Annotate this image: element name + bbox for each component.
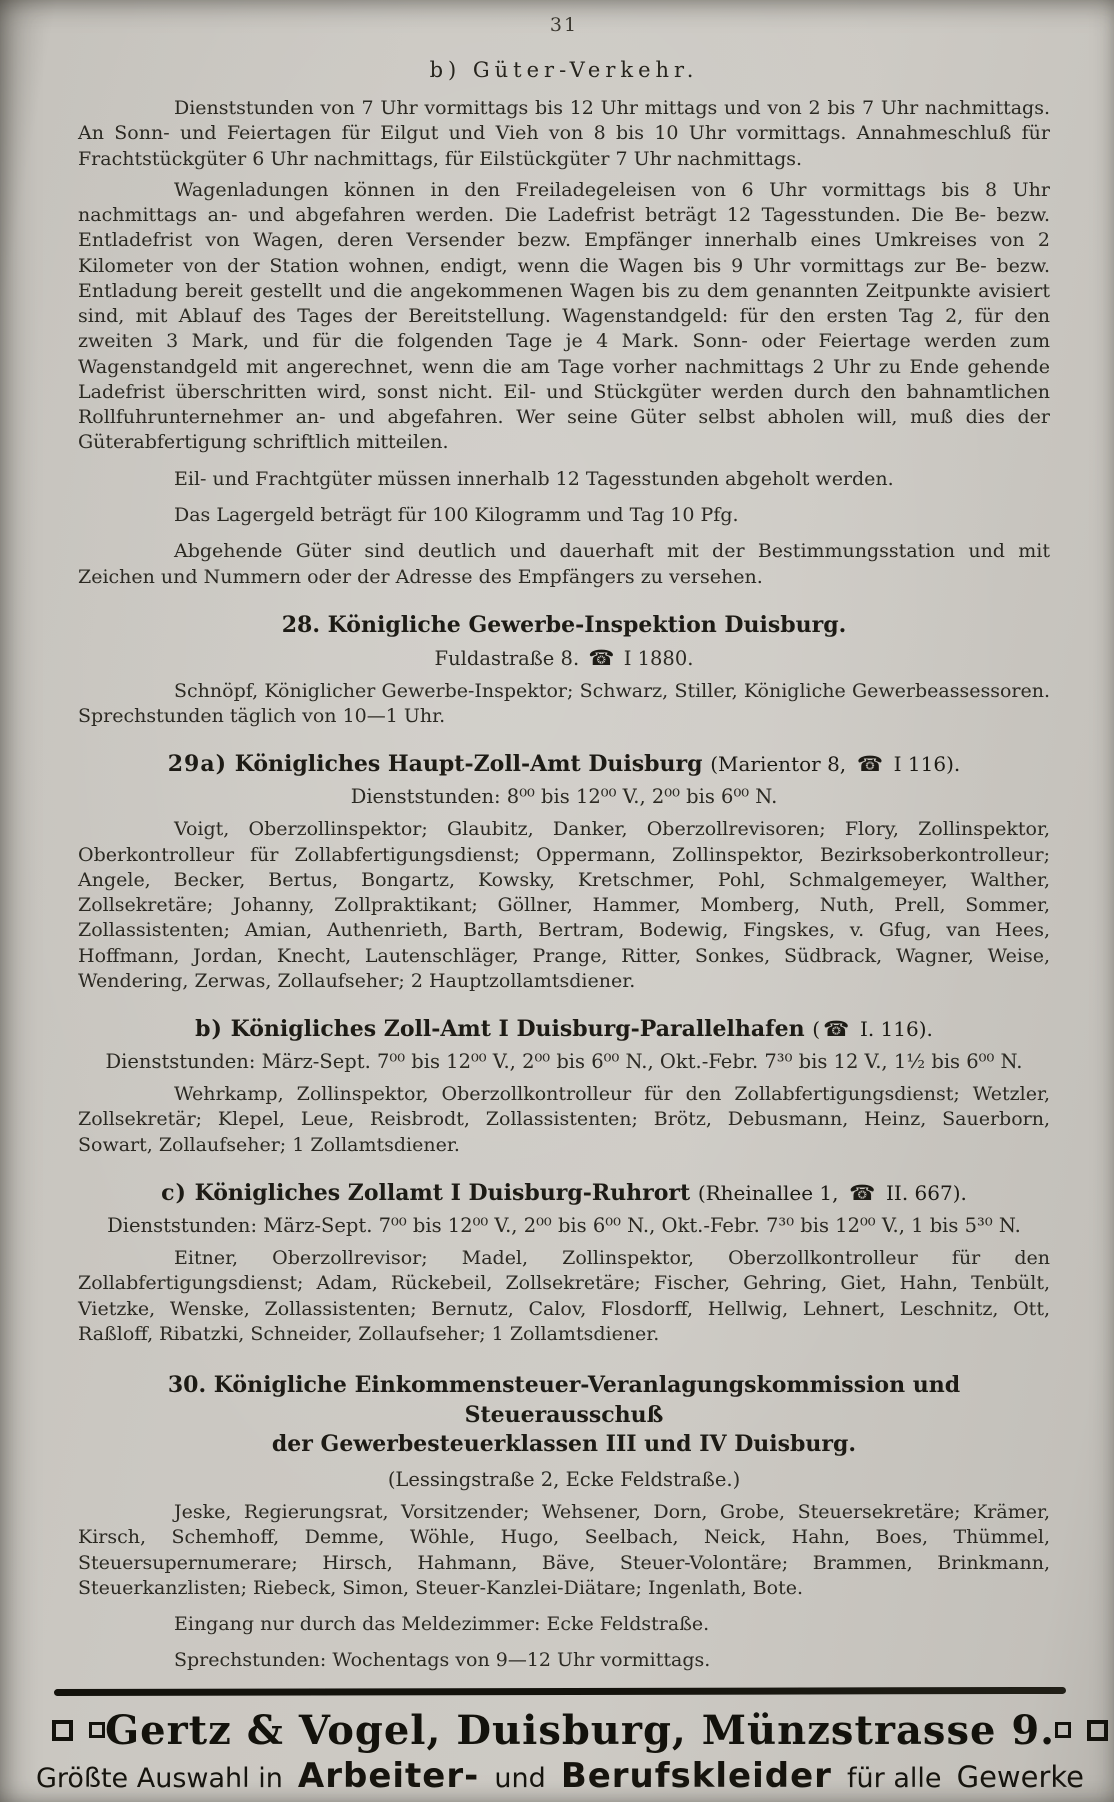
section-29b-title: Königliches Zoll-Amt I Duisburg-Parallelhafen bbox=[230, 1016, 805, 1043]
section-29a-address: (Marientor 8, bbox=[710, 752, 847, 777]
section-29c-phone-number: II. 667). bbox=[886, 1180, 967, 1205]
ad-subline bbox=[0, 1754, 1114, 1796]
section-28-address-line bbox=[78, 646, 1050, 670]
telephone-icon: ☎ bbox=[849, 1180, 876, 1205]
ad-headline-row bbox=[0, 1707, 1114, 1754]
footer-rule bbox=[54, 1687, 1066, 1696]
paragraph-eil-frachtgueter: Eil- und Frachtgüter müssen innerhalb 12 Tagesstunden abgeholt werden. bbox=[174, 467, 894, 490]
paragraph-wagenladungen: Wagenladungen können in den Freiladegeleisen von 6 Uhr vormittags bis 8 Uhr nachmittags an- und abgefahren werden. Die Ladefrist beträgt 12 Tagesstunden. Die Be- bezw. Entladefrist von Wagen, deren Versender bezw. Empfänger innerhalb eines Umkreises von 2 Kilometer von der Station wohnen, endigt, wenn die Wagen bis 9 Uhr vormittags zur Be- bezw. Entladung bereit gestellt und die angekommenen Wagen bis zu dem genannten Zeitpunkte avisiert sind, mit Ablauf des Tages der Bereitstellung. Wagenstandgeld: für den ersten Tag 2, für den zweiten 3 Mark, und für die folgenden Tage je 4 Mark. Sonn- oder Feiertage werden zum Wagenstandgeld mit angerechnet, wenn die am Tage vorher nachmittags 2 Uhr zu Ende gehende Ladefrist überschritten wird, sonst nicht. Eil- und Stückgüter werden durch den bahnamtlichen Rollfuhrunternehmer an- und abgefahren. Wer seine Güter selbst abholen will, muß dies der Güterabfertigung schriftlich mitteilen. bbox=[78, 178, 1050, 454]
section-29c-heading bbox=[78, 1180, 1050, 1206]
ad-subline-segment: Größte Auswahl in bbox=[36, 1762, 283, 1794]
ad-headline: Gertz & Vogel, Duisburg, Münzstrasse 9. bbox=[105, 1706, 1056, 1754]
ad-subline-segment: Berufskleider bbox=[560, 1755, 832, 1796]
paragraph-lagergeld: Das Lagergeld beträgt für 100 Kilogramm und Tag 10 Pfg. bbox=[174, 503, 739, 526]
section-28-address: Fuldastraße 8. bbox=[434, 646, 580, 670]
telephone-icon: ☎ bbox=[823, 1017, 850, 1042]
section-29a-hours: Dienststunden: 8⁰⁰ bis 12⁰⁰ V., 2⁰⁰ bis 6⁰⁰ N. bbox=[350, 785, 778, 809]
ad-subline-segment: Gewerke bbox=[956, 1759, 1084, 1794]
telephone-icon: ☎ bbox=[856, 752, 883, 777]
section-29b-hours: Dienststunden: März-Sept. 7⁰⁰ bis 12⁰⁰ V., 2⁰⁰ bis 6⁰⁰ N., Okt.-Febr. 7³⁰ bis 12 V., 1½ bis 6⁰⁰ N. bbox=[105, 1050, 1023, 1074]
section-30-heading bbox=[88, 1371, 1040, 1460]
section-30-address: (Lessingstraße 2, Ecke Feldstraße.) bbox=[387, 1468, 741, 1492]
section-29c-staff: Eitner, Oberzollrevisor; Madel, Zollinspektor, Oberzollkontrolleur für den Zollabfertigungsdienst; Adam, Rückebeil, Zollsekretäre; Fischer, Gehring, Giet, Hahn, Tenbült, Vietzke, Wenske, Zollassistenten; Bernutz, Calov, Flosdorff, Hellwig, Lehnert, Leschnitz, Ott, Raßloff, Ribatzki, Schneider, Zollaufseher; 1 Zollamtsdiener. bbox=[78, 1246, 1050, 1345]
square-icon-group-left bbox=[52, 1720, 105, 1741]
ad-subline-segment: und bbox=[494, 1762, 546, 1794]
square-icon bbox=[1055, 1722, 1071, 1738]
square-icon-group-right bbox=[1055, 1720, 1108, 1741]
section-30-heading-line2: der Gewerbesteuerklassen III und IV Duisburg. bbox=[271, 1431, 857, 1458]
section-28-heading: 28. Königliche Gewerbe-Inspektion Duisburg. bbox=[281, 611, 847, 638]
section-29a-heading bbox=[78, 751, 1050, 777]
ad-subline-segment: für alle bbox=[847, 1762, 942, 1794]
section-29c-letter: c) bbox=[161, 1179, 187, 1206]
section-29b-staff: Wehrkamp, Zollinspektor, Oberzollkontrolleur für den Zollabfertigungsdienst; Wetzler, Zollsekretär; Klepel, Leue, Reisbrodt, Zollassistenten; Brötz, Debusmann, Heinz, Sauerborn, Sowart, Zollaufseher; 1 Zollamtsdiener. bbox=[78, 1083, 1050, 1156]
section-29c-address: (Rheinallee 1, bbox=[697, 1180, 839, 1205]
telephone-icon: ☎ bbox=[588, 645, 615, 670]
section-29a-title: Königliches Haupt-Zoll-Amt Duisburg bbox=[234, 751, 703, 778]
section-28-staff: Schnöpf, Königlicher Gewerbe-Inspektor; Schwarz, Stiller, Königliche Gewerbeassessoren. Sprechstunden täglich von 10—1 Uhr. bbox=[78, 679, 1050, 728]
paragraph-abgehende-gueter: Abgehende Güter sind deutlich und dauerhaft mit der Bestimmungsstation und mit Zeichen und Nummern oder der Adresse des Empfängers zu versehen. bbox=[78, 540, 1050, 588]
section-29b-paren: ( bbox=[812, 1017, 821, 1042]
section-30-staff: Jeske, Regierungsrat, Vorsitzender; Wehsener, Dorn, Grobe, Steuersekretäre; Krämer, Kirsch, Schemhoff, Demme, Wöhle, Hugo, Seelbach, Neick, Hahn, Boes, Thümmel, Steuersupernumerare; Hirsch, Hahmann, Bäve, Steuer-Volontäre; Brammen, Brinkmann, Steuerkanzlisten; Riebeck, Simon, Steuer-Kanzlei-Diätare; Ingenlath, Bote. bbox=[78, 1501, 1050, 1599]
section-29c-title: Königliches Zollamt I Duisburg-Ruhrort bbox=[194, 1179, 691, 1206]
section-29b-phone-number: I. 116). bbox=[859, 1017, 933, 1042]
section-29c-hours: Dienststunden: März-Sept. 7⁰⁰ bis 12⁰⁰ V., 2⁰⁰ bis 6⁰⁰ N., Okt.-Febr. 7³⁰ bis 12⁰⁰ V., 1 bis 5³⁰ N. bbox=[107, 1213, 1021, 1237]
ad-subline-segment: Arbeiter- bbox=[297, 1755, 480, 1796]
section-29b-letter: b) bbox=[195, 1016, 223, 1043]
section-29a-phone-number: I 116). bbox=[893, 752, 961, 777]
section-30-hours-note: Sprechstunden: Wochentags von 9—12 Uhr vormittags. bbox=[174, 1649, 711, 1672]
section-29a-number: 29a) bbox=[167, 751, 228, 778]
square-icon bbox=[52, 1720, 73, 1741]
section-28-phone-number: I 1880. bbox=[623, 646, 694, 670]
gueterverkehr-heading: b) Güter-Verkehr. bbox=[429, 58, 699, 82]
square-icon bbox=[89, 1722, 105, 1738]
advertisement-footer bbox=[0, 1688, 1114, 1796]
page-number: 31 bbox=[549, 14, 579, 36]
square-icon bbox=[1087, 1720, 1108, 1741]
section-29a-staff: Voigt, Oberzollinspektor; Glaubitz, Danker, Oberzollrevisoren; Flory, Zollinspektor, Oberkontrolleur für Zollabfertigungsdienst; Oppermann, Zollinspektor, Bezirksoberkontrolleur; Angele, Becker, Bertus, Bongartz, Kowsky, Kretschmer, Pohl, Schmalgemeyer, Walther, Zollsekretäre; Johanny, Zollpraktikant; Göllner, Hammer, Momberg, Nuth, Prell, Sommer, Zollassistenten; Amian, Authenrieth, Barth, Bertram, Bodewig, Fingskes, v. Gfug, van Hees, Hoffmann, Jordan, Knecht, Lautenschläger, Prange, Ritter, Sonkes, Südbrack, Wagner, Weise, Wendering, Zerwas, Zollaufseher; 2 Hauptzollamtsdiener. bbox=[78, 818, 1050, 992]
section-30-heading-line1: 30. Königliche Einkommensteuer-Veranlagungskommission und Steuerausschuß bbox=[167, 1372, 961, 1428]
paragraph-dienststunden: Dienststunden von 7 Uhr vormittags bis 12 Uhr mittags und von 2 bis 7 Uhr nachmittags. An Sonn- und Feiertagen für Eilgut und Vieh von 8 bis 10 Uhr vormittags. Annahmeschluß für Frachtstückgüter 6 Uhr nachmittags, für Eilstückgüter 7 Uhr nachmittags. bbox=[78, 97, 1050, 170]
section-30-entrance-note: Eingang nur durch das Meldezimmer: Ecke Feldstraße. bbox=[174, 1613, 710, 1636]
section-29b-heading bbox=[78, 1016, 1050, 1042]
